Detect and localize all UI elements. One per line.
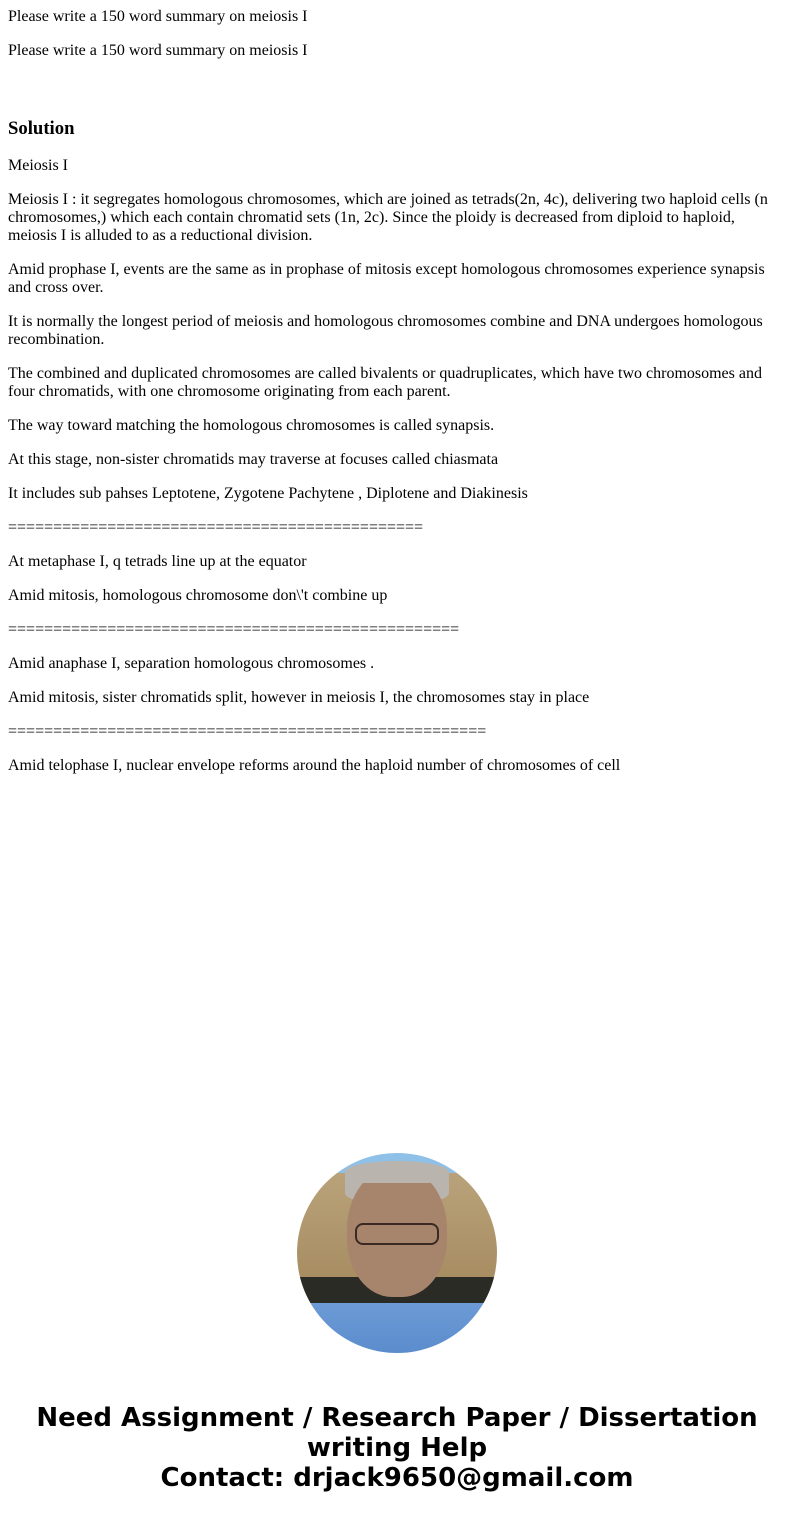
paragraph: Amid mitosis, sister chromatids split, however in meiosis I, the chromosomes stay in place xyxy=(8,689,590,706)
photo-glasses xyxy=(355,1223,439,1245)
footer-ad xyxy=(0,1403,794,1493)
paragraph: It includes sub pahses Leptotene, Zygotene Pachytene , Diplotene and Diakinesis xyxy=(8,485,528,502)
paragraph: At metaphase I, q tetrads line up at the equator xyxy=(8,553,307,570)
document xyxy=(8,0,778,774)
paragraph: Amid prophase I, events are the same as in prophase of mitosis except homologous chromosomes experience synapsis and cross over. xyxy=(8,261,765,296)
paragraph: At this stage, non-sister chromatids may traverse at focuses called chiasmata xyxy=(8,451,499,468)
paragraph: The way toward matching the homologous chromosomes is called synapsis. xyxy=(8,417,495,434)
question-text: Please write a 150 word summary on meiosis I xyxy=(8,42,308,59)
footer-line: Need Assignment / Research Paper / Dissertation writing Help xyxy=(36,1403,758,1463)
author-photo xyxy=(297,1153,497,1353)
question xyxy=(8,8,778,60)
paragraph: Meiosis I xyxy=(8,157,68,174)
paragraph: The combined and duplicated chromosomes are called bivalents or quadruplicates, which have two chromosomes and four chromatids, with one chromosome originating from each parent. xyxy=(8,365,762,400)
separator-line: ================================================== xyxy=(8,621,460,638)
paragraph: Amid anaphase I, separation homologous chromosomes . xyxy=(8,655,375,672)
solution-heading: Solution xyxy=(8,118,75,139)
paragraph: Meiosis I : it segregates homologous chromosomes, which are joined as tetrads(2n, 4c), delivering two haploid cells (n chromosomes,) which each contain chromatid sets (1n, 2c). Since the ploidy is decreased from diploid to haploid, meiosis I is alluded to as a reductional division. xyxy=(8,191,768,244)
solution-body xyxy=(8,141,778,791)
paragraph: It is normally the longest period of meiosis and homologous chromosomes combine and DNA undergoes homologous recombination. xyxy=(8,313,763,348)
question-text: Please write a 150 word summary on meiosis I xyxy=(8,8,308,25)
footer-contact: Contact: drjack9650@gmail.com xyxy=(160,1463,634,1493)
separator-line: ===================================================== xyxy=(8,723,487,740)
paragraph: Amid telophase I, nuclear envelope reforms around the haploid number of chromosomes of cell xyxy=(8,757,621,774)
photo-hair-top xyxy=(345,1161,449,1183)
separator-line: ============================================== xyxy=(8,519,424,536)
paragraph: Amid mitosis, homologous chromosome don\'t combine up xyxy=(8,587,388,604)
